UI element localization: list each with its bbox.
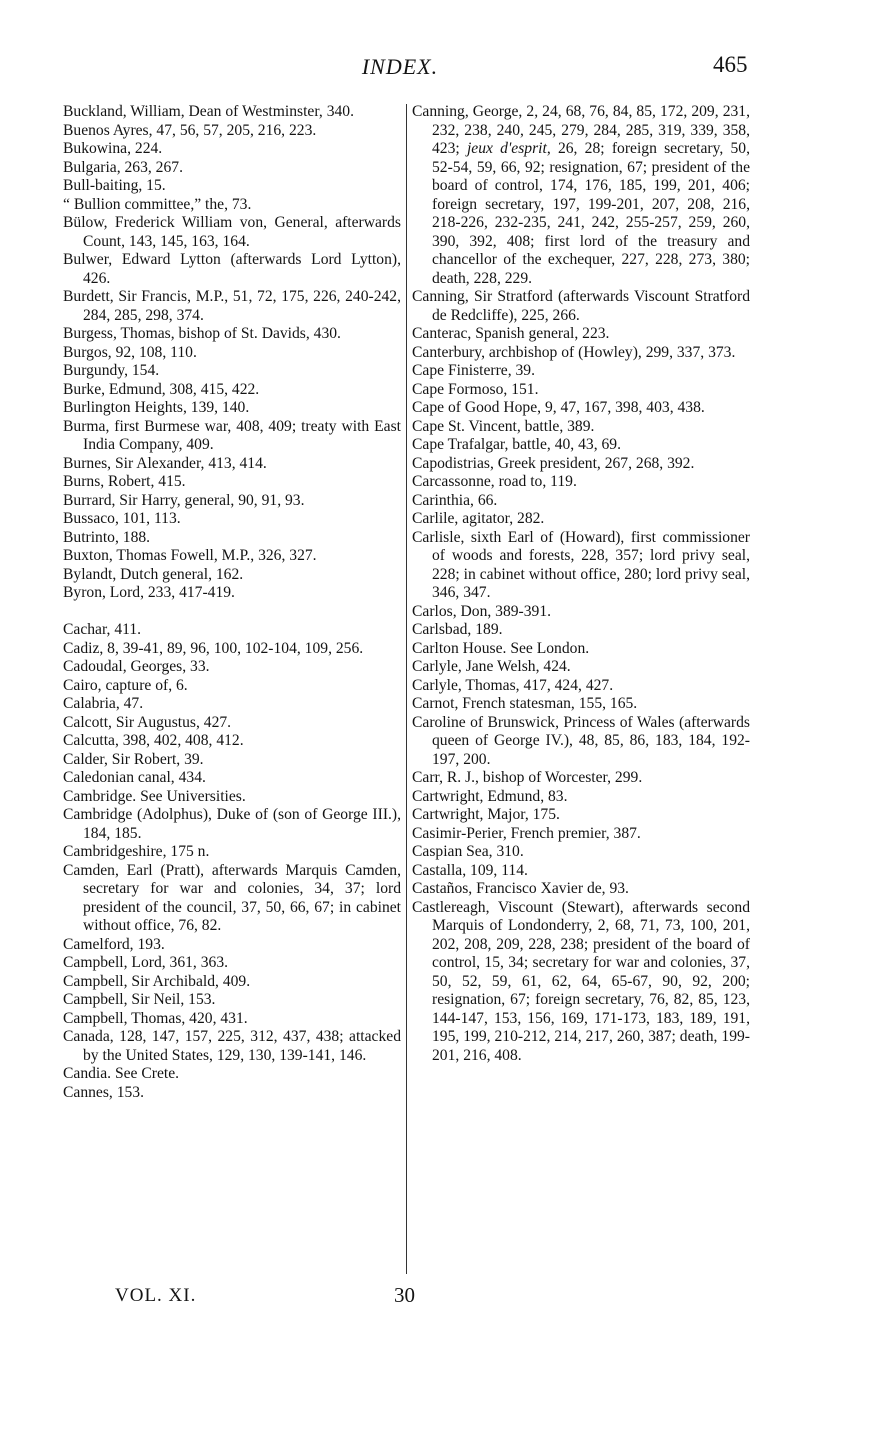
- index-column-right: [412, 103, 750, 1065]
- index-entry: Calder, Sir Robert, 39.: [63, 750, 204, 768]
- index-entry: Campbell, Lord, 361, 363.: [63, 954, 229, 971]
- index-entry: Cadiz, 8, 39-41, 89, 96, 100, 102-104, 109, 256.: [63, 639, 364, 657]
- index-entry: Bull-baiting, 15.: [63, 177, 166, 194]
- index-entry: Burdett, Sir Francis, M.P., 51, 72, 175, 226, 240-242, 284, 285, 298, 374.: [63, 288, 401, 324]
- index-entry: Buxton, Thomas Fowell, M.P., 326, 327.: [63, 547, 317, 564]
- index-entry: Cairo, capture of, 6.: [63, 676, 188, 694]
- index-entry: Carinthia, 66.: [412, 491, 498, 509]
- index-column-left: [63, 103, 401, 1102]
- index-entry: Castlereagh, Viscount (Stewart), afterwards second Marquis of Londonderry, 2, 68, 71, 73, 100, 201, 202, 208, 209, 228, 238; president of the board of control, 15, 34; secretary for war and colonies, 37, 50, 52, 59, 61, 62, 64, 65-67, 90, 92, 200; resignation, 67; foreign secretary, 76, 82, 85, 123, 144-147, 153, 156, 169, 171-173, 183, 189, 191, 195, 199, 210-212, 214, 217, 260, 387; death, 199-201, 216, 408.: [412, 898, 750, 1064]
- index-entry: [412, 103, 750, 288]
- index-entry: Bussaco, 101, 113.: [63, 510, 181, 527]
- index-entry: Castalla, 109, 114.: [412, 861, 528, 879]
- index-entry: Canterbury, archbishop of (Howley), 299, 337, 373.: [412, 343, 736, 361]
- index-entry: Carcassonne, road to, 119.: [412, 473, 577, 490]
- index-entry: Carlile, agitator, 282.: [412, 510, 545, 527]
- index-entry: Carlton House. See London.: [412, 639, 590, 657]
- index-entry: Bülow, Frederick William von, General, afterwards Count, 143, 145, 163, 164.: [63, 214, 401, 250]
- index-entry: Caspian Sea, 310.: [412, 843, 524, 860]
- index-entry: Cadoudal, Georges, 33.: [63, 658, 210, 675]
- index-entry: Carlyle, Jane Welsh, 424.: [412, 658, 571, 675]
- index-entry: Caledonian canal, 434.: [63, 769, 206, 786]
- index-entry: Carnot, French statesman, 155, 165.: [412, 695, 638, 712]
- index-entry: Burnes, Sir Alexander, 413, 414.: [63, 454, 267, 472]
- index-entry: Castaños, Francisco Xavier de, 93.: [412, 880, 629, 897]
- index-entry: Campbell, Thomas, 420, 431.: [63, 1009, 248, 1027]
- running-title: INDEX.: [361, 54, 439, 79]
- index-entry: Burgos, 92, 108, 110.: [63, 343, 197, 361]
- index-entry: Bulgaria, 263, 267.: [63, 158, 183, 176]
- index-entry: Burrard, Sir Harry, general, 90, 91, 93.: [63, 491, 305, 509]
- index-entry: Carlsbad, 189.: [412, 621, 503, 638]
- index-entry: Burma, first Burmese war, 408, 409; treaty with East India Company, 409.: [63, 417, 401, 453]
- entry-text: Canning, George, 2, 24, 68, 76, 84, 85, 172, 209, 231, 232, 238, 240, 245, 279, 284, 285, 319, 339, 358, 423;: [412, 103, 750, 157]
- index-entry: Caroline of Brunswick, Princess of Wales (afterwards queen of George IV.), 48, 85, 86, 183, 184, 192-197, 200.: [412, 713, 750, 768]
- index-entry: Canning, Sir Stratford (afterwards Viscount Stratford de Redcliffe), 225, 266.: [412, 288, 750, 324]
- index-entry: Cape of Good Hope, 9, 47, 167, 398, 403, 438.: [412, 399, 705, 416]
- index-entry: Canada, 128, 147, 157, 225, 312, 437, 438; attacked by the United States, 129, 130, 139-141, 146.: [63, 1028, 401, 1064]
- index-entry: Campbell, Sir Archibald, 409.: [63, 972, 251, 990]
- index-entry: Butrinto, 188.: [63, 528, 151, 546]
- entry-italic-text: jeux d'esprit: [466, 140, 547, 157]
- index-entry: Bylandt, Dutch general, 162.: [63, 565, 244, 583]
- index-entry: Burlington Heights, 139, 140.: [63, 399, 250, 416]
- index-entry: Burgess, Thomas, bishop of St. Davids, 430.: [63, 325, 341, 342]
- signature-mark: 30: [394, 1283, 415, 1307]
- index-entry: Carlos, Don, 389-391.: [412, 602, 552, 620]
- page-number: 465: [713, 52, 748, 77]
- index-entry: Buenos Ayres, 47, 56, 57, 205, 216, 223.: [63, 121, 317, 139]
- entry-text: , 26, 28; foreign secretary, 50, 52-54, 59, 66, 92; resignation, 67; president of the board of control, 174, 176, 185, 199, 201, 406; foreign secretary, 197, 199-201, 207, 208, 216, 218-226, 232-235, 241, 242, 255-257, 259, 260, 390, 392, 408; first lord of the treasury and chancellor of the exchequer, 227, 228, 273, 380; death, 228, 229.: [432, 140, 750, 287]
- index-entry: Buckland, William, Dean of Westminster, 340.: [63, 103, 354, 120]
- column-divider: [406, 104, 407, 1274]
- index-entry: Camelford, 193.: [63, 935, 165, 953]
- index-entry: Cape Finisterre, 39.: [412, 362, 535, 379]
- index-entry: Burns, Robert, 415.: [63, 473, 186, 490]
- index-entry: Canterac, Spanish general, 223.: [412, 325, 610, 342]
- index-entry: Cambridge (Adolphus), Duke of (son of George III.), 184, 185.: [63, 806, 401, 842]
- index-entry: Cachar, 411.: [63, 621, 142, 638]
- index-entry: Capodistrias, Greek president, 267, 268, 392.: [412, 454, 695, 472]
- index-entry: Burke, Edmund, 308, 415, 422.: [63, 380, 260, 398]
- index-entry: “ Bullion committee,” the, 73.: [63, 195, 252, 213]
- index-entry: Cambridge. See Universities.: [63, 787, 246, 805]
- index-entry: Casimir-Perier, French premier, 387.: [412, 824, 641, 842]
- index-entry: Cape Trafalgar, battle, 40, 43, 69.: [412, 436, 621, 453]
- index-entry: Cartwright, Major, 175.: [412, 806, 560, 823]
- index-entry: Bukowina, 224.: [63, 140, 163, 157]
- volume-label: VOL. XI.: [115, 1285, 197, 1306]
- index-entry: Byron, Lord, 233, 417-419.: [63, 584, 235, 601]
- index-entry: Cartwright, Edmund, 83.: [412, 787, 568, 805]
- index-entry: Cannes, 153.: [63, 1083, 144, 1101]
- index-entry: Cape St. Vincent, battle, 389.: [412, 417, 595, 435]
- index-entry: Calcutta, 398, 402, 408, 412.: [63, 732, 244, 749]
- index-entry: Calabria, 47.: [63, 695, 144, 712]
- index-entry: Carlyle, Thomas, 417, 424, 427.: [412, 676, 614, 694]
- section-gap: [63, 603, 401, 622]
- index-entry: Bulwer, Edward Lytton (afterwards Lord Lytton), 426.: [63, 251, 401, 287]
- index-entry: Carlisle, sixth Earl of (Howard), first commissioner of woods and forests, 228, 357; lord privy seal, 228; in cabinet without office, 280; lord privy seal, 346, 347.: [412, 528, 750, 601]
- index-entry: Carr, R. J., bishop of Worcester, 299.: [412, 769, 643, 786]
- index-entry: Calcott, Sir Augustus, 427.: [63, 713, 232, 731]
- index-entry: Candia. See Crete.: [63, 1065, 180, 1082]
- index-entry: Cambridgeshire, 175 n.: [63, 843, 210, 860]
- index-entry: Cape Formoso, 151.: [412, 380, 539, 398]
- index-entry: Camden, Earl (Pratt), afterwards Marquis Camden, secretary for war and colonies, 34, 37; lord president of the council, 37, 50, 66, 67; in cabinet without office, 76, 82.: [63, 861, 401, 934]
- index-entry: Campbell, Sir Neil, 153.: [63, 991, 216, 1008]
- index-entry: Burgundy, 154.: [63, 362, 160, 379]
